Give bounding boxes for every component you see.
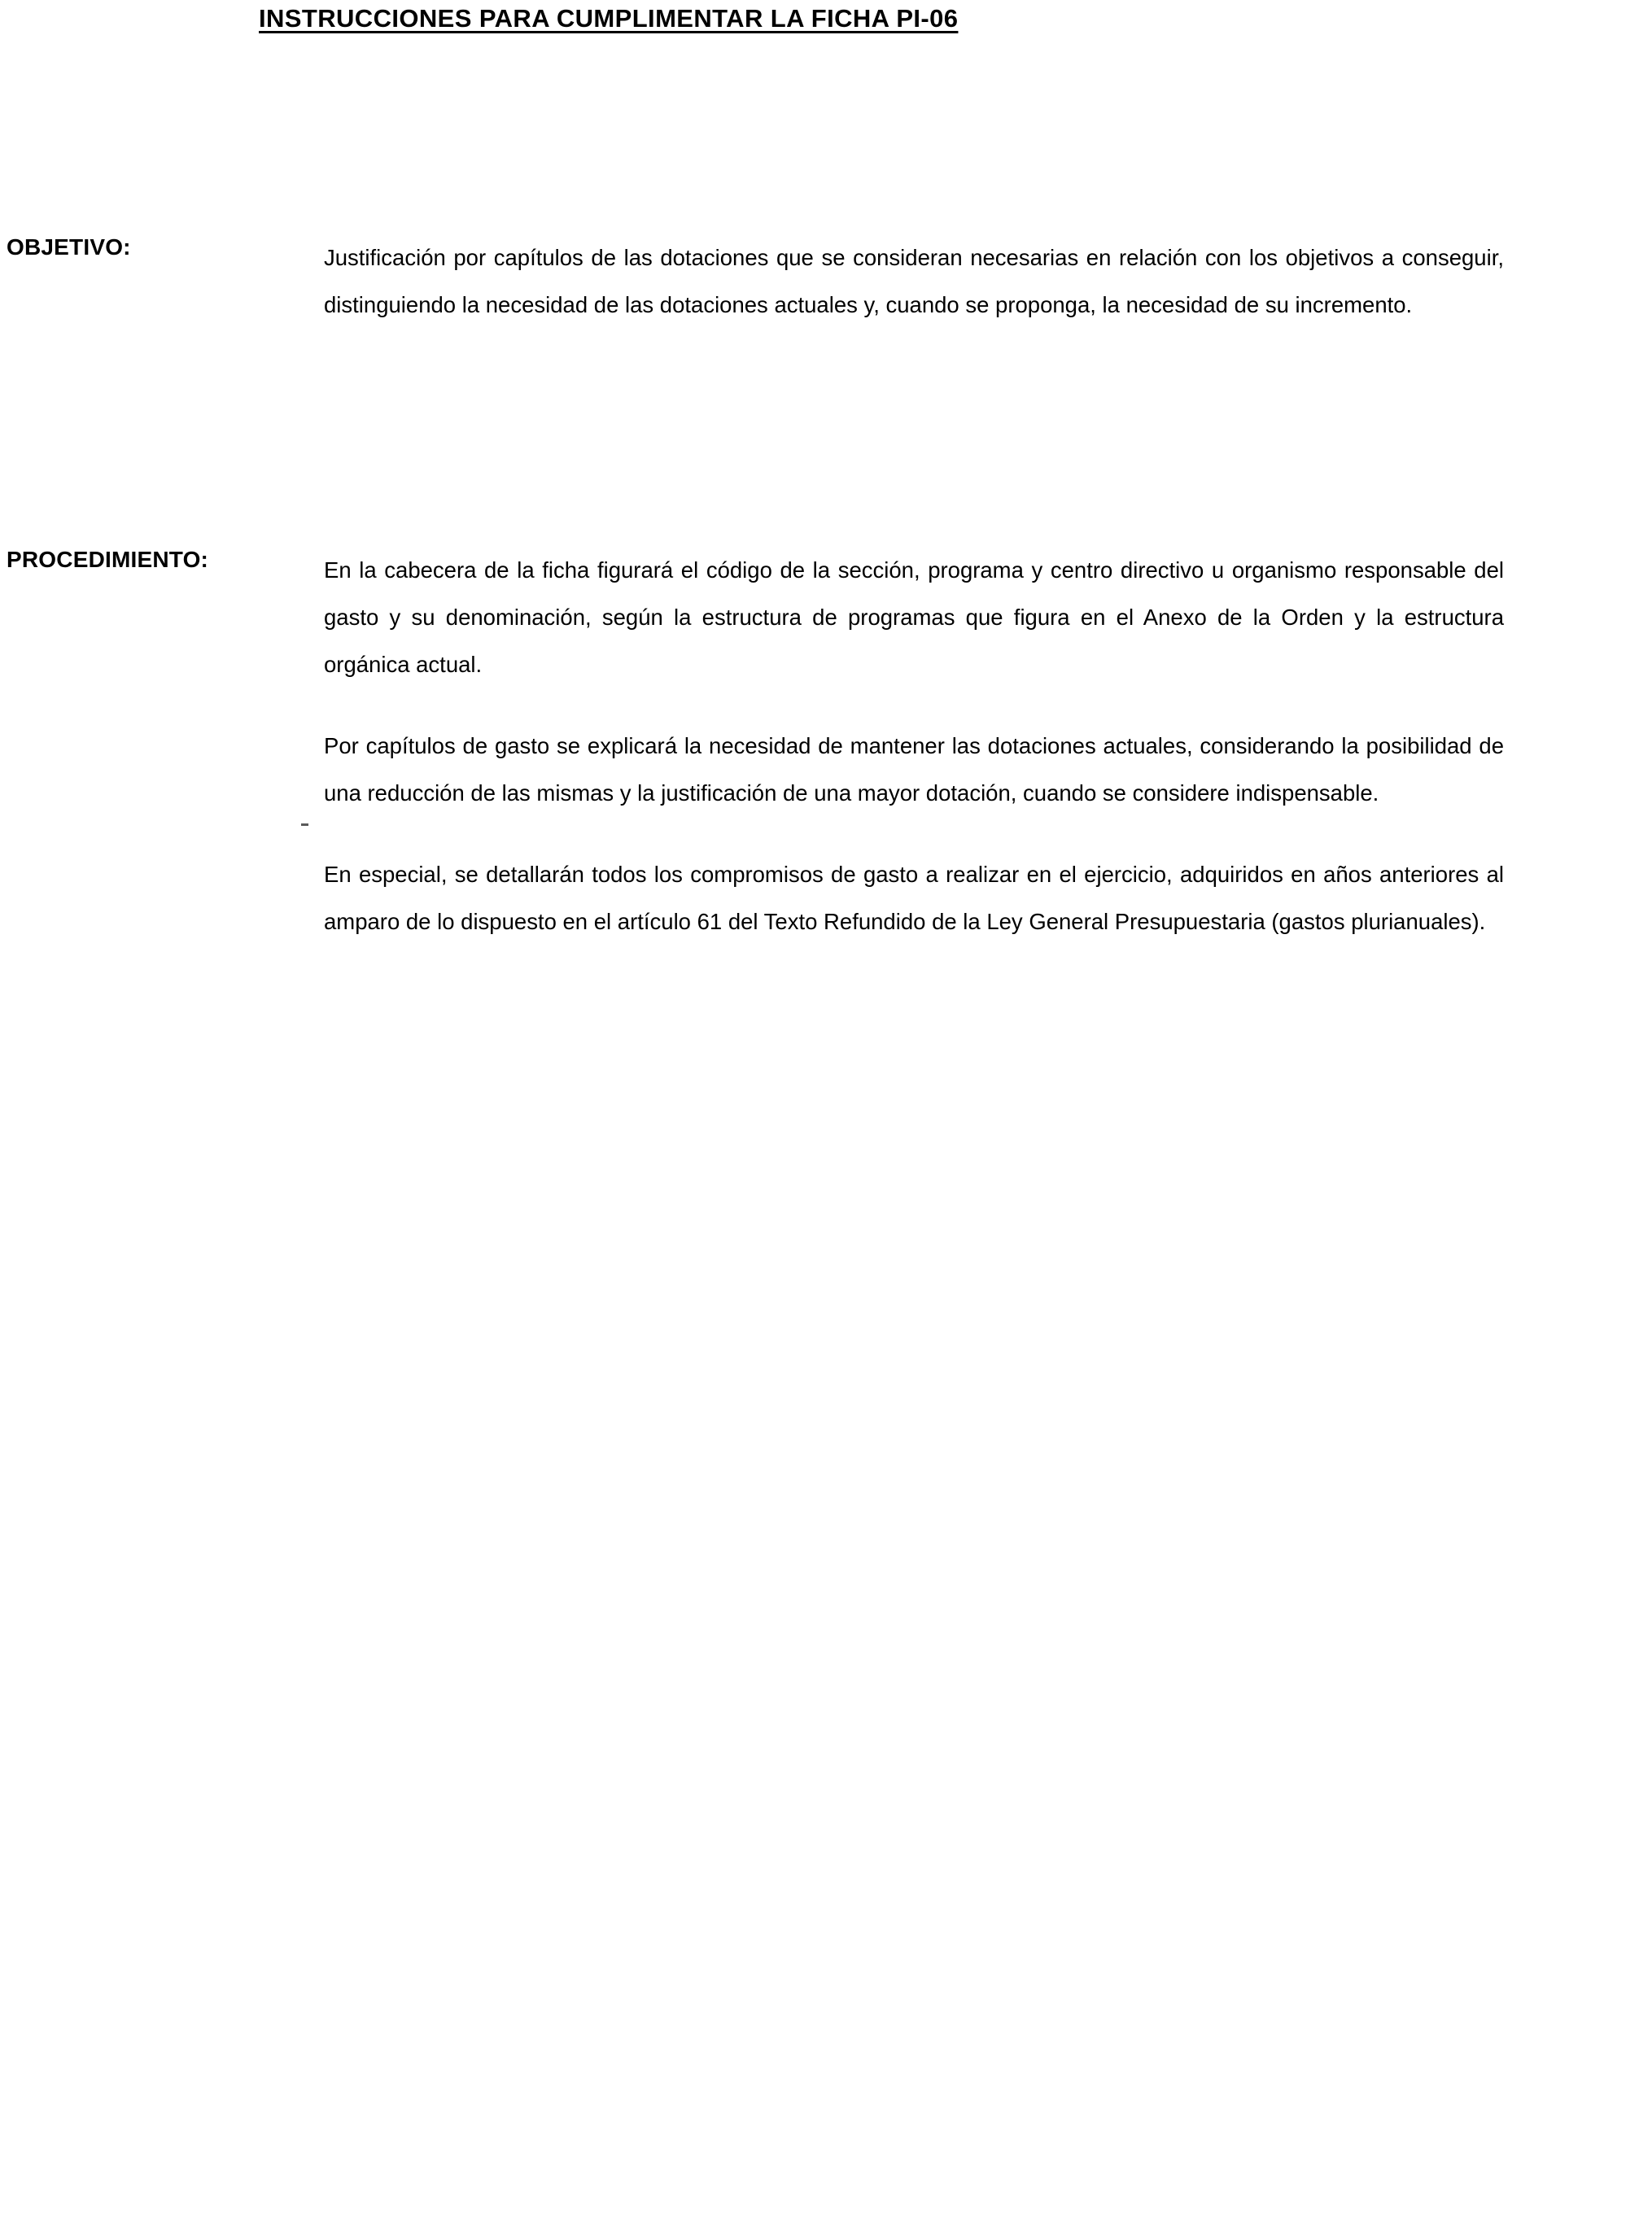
section-body-objetivo [324, 234, 1504, 329]
page-title: INSTRUCCIONES PARA CUMPLIMENTAR LA FICHA PI-06 [259, 4, 959, 33]
paragraph: Por capítulos de gasto se explicará la necesidad de mantener las dotaciones actuales, considerando la posibilidad de una reducción de las mismas y la justificación de una mayor dotación, cuando se considere indispensable. [324, 733, 1504, 806]
section-body-procedimiento [324, 547, 1504, 945]
paragraph: En la cabecera de la ficha figurará el código de la sección, programa y centro directivo u organismo responsable del gasto y su denominación, según la estructura de programas que figura en el Anexo de la Orden y la estructura orgánica actual. [324, 557, 1504, 677]
section-label-procedimiento: PROCEDIMIENTO: [7, 547, 209, 572]
section-label-objetivo: OBJETIVO: [7, 234, 131, 260]
paragraph: En especial, se detallarán todos los compromisos de gasto a realizar en el ejercicio, adquiridos en años anteriores al amparo de lo dispuesto en el artículo 61 del Texto Refundido de la Ley General Presupuestaria (gastos plurianuales). [324, 862, 1504, 934]
scan-artifact-mark [301, 823, 308, 826]
paragraph: Justificación por capítulos de las dotaciones que se consideran necesarias en relación con los objetivos a conseguir, distinguiendo la necesidad de las dotaciones actuales y, cuando se proponga, la necesidad de su incremento. [324, 245, 1504, 317]
